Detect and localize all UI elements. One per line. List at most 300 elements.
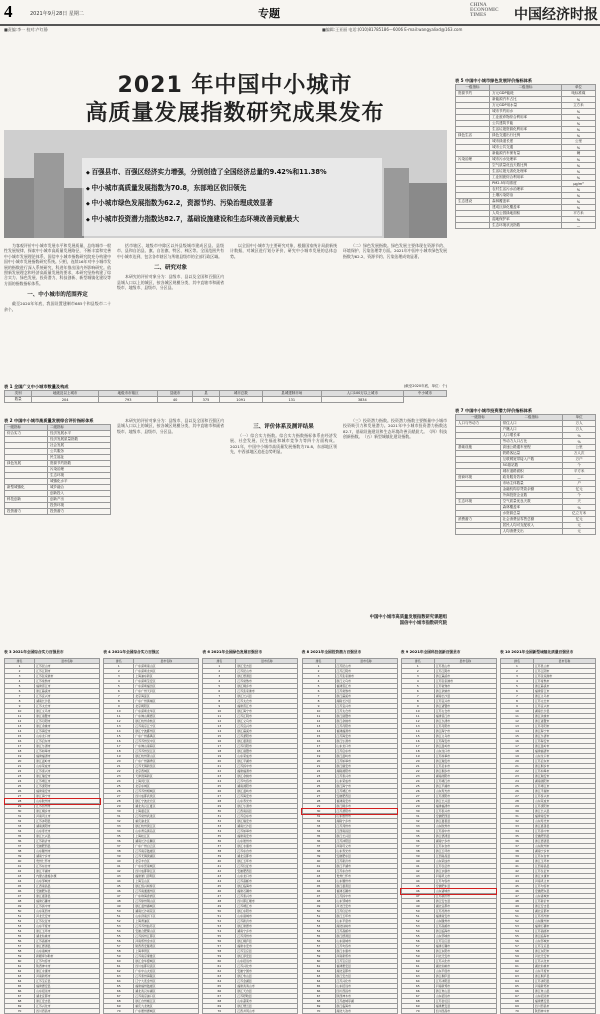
rank-cell: 江苏靖江市 (35, 779, 100, 784)
rank-cell: 12 (302, 719, 335, 724)
rank-cell: 浙江安吉县 (434, 899, 496, 904)
rank-cell: 64 (401, 979, 434, 984)
table-2-level2: 社会发展 (47, 443, 110, 449)
rank-cell: 48 (401, 899, 434, 904)
rank-cell: 浙江永康市 (533, 874, 595, 879)
rank-cell: 5 (401, 684, 434, 689)
table-5-caption: 表 5 中国中小城市绿色发展评价指标体系 (455, 78, 533, 83)
rank-cell: 福建南安市 (533, 814, 595, 819)
rank-cell: 浙江德清县 (533, 839, 595, 844)
rank-cell: 13 (203, 724, 236, 729)
rank-cell: 山东荣成市 (434, 859, 496, 864)
rank-cell: 30 (401, 809, 434, 814)
rank-cell: 13 (501, 724, 534, 729)
rank-cell: 天津滨海新区 (134, 774, 199, 779)
rank-cell: 山东胶州市 (236, 839, 298, 844)
table5-cell: % (561, 133, 595, 139)
rank-cell: 19 (501, 754, 534, 759)
rank-cell: 28 (203, 799, 236, 804)
rank-cell: 7 (501, 694, 534, 699)
rank-cell: 3 (302, 674, 335, 679)
rank-cell: 2 (401, 669, 434, 674)
rank-cell: 浙江东阳市 (434, 949, 496, 954)
rank-cell: 江苏邳州市 (236, 934, 298, 939)
table5-cell: % (561, 193, 595, 199)
rank-cell: 浙江永康市 (434, 869, 496, 874)
table7-header-cell: 单位 (563, 415, 596, 421)
rank-table (500, 650, 596, 1014)
rank-cell: 31 (104, 814, 134, 819)
rank-cell: 江苏兴化市 (35, 1004, 100, 1009)
rank-cell: 48 (203, 899, 236, 904)
rank-cell: 17 (104, 744, 134, 749)
rank-cell: 47 (104, 894, 134, 899)
rank-cell: 21 (501, 764, 534, 769)
rank-cell: 67 (302, 994, 335, 999)
rank-cell: 18 (5, 749, 35, 754)
rank-cell: 浙江义乌市 (35, 709, 100, 714)
rank-cell: 福建惠安县 (434, 1004, 496, 1009)
rank-cell: 29 (5, 804, 35, 809)
rank-cell: 湖北宜都市 (434, 904, 496, 909)
rank-cell: 江苏兴化市 (236, 964, 298, 969)
rank-cell: 41 (5, 864, 35, 869)
rank-cell: 浙江台州椒江区 (134, 999, 199, 1004)
table-2 (4, 418, 111, 515)
rank-cell: 36 (203, 839, 236, 844)
rank-cell: 45 (5, 884, 35, 889)
table-1-header-cell: 地级市市辖区 (99, 391, 158, 397)
rank-cell: 安徽肥西县 (533, 834, 595, 839)
table-2-level2: 城镇化水平 (47, 479, 110, 485)
rank-cell: 福建福清市 (335, 729, 397, 734)
rank-cell: 福建南安市 (335, 799, 397, 804)
table-2-level1: 新型城镇化 (5, 485, 48, 491)
body-column-1 (4, 243, 111, 361)
rank-cell: 山东诸城市 (434, 889, 496, 894)
rank-cell: 江苏邳州市 (533, 914, 595, 919)
rank-table-caption: 表 9 2021年全国科技创新百强县市 (400, 650, 461, 654)
rank-cell: 3 (401, 674, 434, 679)
rank-cell: 浙江宁波北仑区 (134, 799, 199, 804)
rank-cell: 浙江建德市 (236, 924, 298, 929)
rank-cell: 70 (203, 1009, 236, 1014)
rank-cell: 江苏海安市 (35, 729, 100, 734)
rank-cell: 江苏苏州吴江区 (134, 749, 199, 754)
rank-cell: 江苏沭阳县 (335, 839, 397, 844)
rank-cell: 江西南昌县 (434, 854, 496, 859)
rank-cell: 福建石狮市 (335, 889, 397, 894)
editor-contact: ■编辑:王亚丽 电话:(010)81785186—6006 E-mail:wangyalixd@163.com (322, 27, 463, 32)
table7-cell: 市场主体数量 (500, 481, 563, 487)
rank-cell: 四川成都双流区 (134, 964, 199, 969)
rank-cell: 江苏溧阳市 (434, 794, 496, 799)
rank-header-cell: 排名 (302, 659, 335, 664)
rank-cell: 58 (104, 949, 134, 954)
table-1-cell: 204 (32, 397, 99, 403)
rank-cell: 江苏南京江宁区 (134, 724, 199, 729)
rank-cell: 山东荣成市 (236, 754, 298, 759)
rank-cell: 江苏句容市 (335, 944, 397, 949)
rank-cell: 河北迁安市 (434, 954, 496, 959)
table5-cell: PM2.5年均浓度 (490, 181, 562, 187)
rank-cell: 34 (104, 829, 134, 834)
rank-cell: 46 (501, 889, 534, 894)
rank-cell: 69 (104, 1004, 134, 1009)
rank-cell: 浙江桐乡市 (335, 804, 397, 809)
column-2b-text: 本研究的评价对象分为：县级市、县以及全国和百强区内县城人口以上的城区，按各城区规模分类，其中直辖市和副省级市、地级市、县级市，分区县。 (117, 418, 224, 434)
rank-cell: 江苏如皋市 (434, 754, 496, 759)
rank-cell: 55 (401, 934, 434, 939)
rank-cell: 河南巩义市 (434, 874, 496, 879)
table5-cell: 资源节约 (456, 91, 490, 97)
rank-cell: 42 (302, 869, 335, 874)
rank-cell: 山东胶州市 (35, 799, 100, 804)
rank-cell: 56 (401, 939, 434, 944)
rank-cell: 浙江东阳市 (236, 909, 298, 914)
rank-cell: 浙江临海市 (335, 1004, 397, 1009)
rank-cell: 39 (5, 854, 35, 859)
rank-cell: 四川成都锦江区 (134, 869, 199, 874)
rank-cell: 浙江诸暨市 (236, 749, 298, 754)
rank-cell: 12 (5, 719, 35, 724)
rank-cell: 7 (5, 694, 35, 699)
rank-cell: 湖南长沙岳麓区 (134, 839, 199, 844)
rank-cell: 69 (5, 1004, 35, 1009)
rank-cell: 66 (302, 989, 335, 994)
rank-cell: 22 (501, 769, 534, 774)
rank-cell: 49 (501, 904, 534, 909)
table5-cell: % (561, 169, 595, 175)
rank-cell: 8 (104, 699, 134, 704)
table7-cell: — (563, 475, 596, 481)
rank-cell: 23 (302, 774, 335, 779)
rank-cell: 47 (302, 894, 335, 899)
headline-line-1: 2021 年中国中小城市 (117, 73, 353, 98)
table7-cell: % (563, 505, 596, 511)
rank-cell: 10 (302, 709, 335, 714)
rank-cell: 北京朝阳区 (134, 704, 199, 709)
rank-cell: 64 (5, 979, 35, 984)
table7-cell: 万人次 (563, 451, 596, 457)
rank-cell: 57 (401, 944, 434, 949)
rank-cell: 山东龙口市 (434, 749, 496, 754)
table7-cell: 消费潜力 (456, 517, 501, 523)
rank-header-cell: 县市名称 (533, 659, 595, 664)
rank-cell: 广东珠海香洲区 (134, 894, 199, 899)
rank-cell: 36 (302, 839, 335, 844)
rank-cell: 51 (401, 914, 434, 919)
rank-cell: 山东荣成市 (35, 764, 100, 769)
rank-cell: 山东寿光市 (335, 849, 397, 854)
rank-cell: 江苏南京浦口区 (134, 994, 199, 999)
rank-cell: 29 (501, 804, 534, 809)
editor-credits: ■责编:李一 校对:卢红静 (4, 27, 48, 32)
rank-cell: 福建南安市 (434, 914, 496, 919)
rank-cell: 18 (104, 749, 134, 754)
rank-cell: 67 (104, 994, 134, 999)
rank-cell: 江苏靖江市 (236, 904, 298, 909)
rank-cell: 32 (5, 819, 35, 824)
rank-cell: 53 (104, 924, 134, 929)
rank-cell: 江苏兴化市 (335, 979, 397, 984)
section-1-text: 截至2020年年底，我国设置建制市685个和县级市二十余个。 (4, 301, 111, 312)
rank-cell: 67 (203, 994, 236, 999)
rank-cell: 江苏徐州铜山区 (134, 899, 199, 904)
rank-cell: 江苏溧阳市 (236, 734, 298, 739)
rank-cell: 浙江瑞安市 (236, 819, 298, 824)
rank-cell: 山东招远市 (533, 994, 595, 999)
rank-cell: 38 (302, 849, 335, 854)
rank-cell: 33 (302, 824, 335, 829)
table7-cell: 5G基站数 (500, 463, 563, 469)
rank-cell: 28 (5, 799, 35, 804)
rank-cell: 四川都江堰市 (236, 899, 298, 904)
rank-cell: 湖北仙桃市 (335, 924, 397, 929)
rank-cell: 60 (104, 959, 134, 964)
rank-cell: 四川西昌市 (35, 1009, 100, 1014)
rank-cell: 上海闵行区 (134, 779, 199, 784)
table5-cell: 新能源汽车占比 (490, 97, 562, 103)
rank-cell: 山东诸城市 (533, 894, 595, 899)
rank-cell: 26 (302, 789, 335, 794)
rank-cell: 26 (203, 789, 236, 794)
rank-cell: 山东寿光市 (533, 819, 595, 824)
rank-cell: 安徽肥西县 (335, 794, 397, 799)
rank-header-cell: 排名 (501, 659, 534, 664)
rank-cell: 浙江桐乡市 (236, 684, 298, 689)
table7-cell: 亿元 (563, 487, 596, 493)
rank-cell: 江苏启东市 (434, 764, 496, 769)
rank-cell: 浙江德清县 (434, 834, 496, 839)
table-2-level2: 污染治理 (47, 467, 110, 473)
table5-cell: 吨标准煤 (561, 91, 595, 97)
rank-cell: 福建晋江市 (434, 714, 496, 719)
rank-cell: 44 (203, 879, 236, 884)
rank-cell: 33 (401, 824, 434, 829)
table5-cell: % (561, 121, 595, 127)
rank-cell: 山东平度市 (335, 919, 397, 924)
table5-cell: 万元GDP能耗 (490, 91, 562, 97)
rank-cell: 51 (104, 914, 134, 919)
rank-cell: 福建晋江市 (335, 684, 397, 689)
rank-cell: 浙江玉环市 (434, 849, 496, 854)
rank-cell: 福建厦门思明区 (134, 874, 199, 879)
rank-cell: 河南新郑市 (335, 954, 397, 959)
rank-cell: 江苏宜兴市 (35, 694, 100, 699)
table7-cell: 万人 (563, 427, 596, 433)
rank-cell: 浙江余姚市 (236, 774, 298, 779)
rank-cell: 19 (203, 754, 236, 759)
body-column-3 (230, 243, 337, 361)
intro-paragraph: 为客观评价中小城市发展水平和发展质量，总结城市一般性发展规律，探索中小城市高质量发展路径，不断丰富和完善中小城市发展理论体系，国信中小城市指数研究院充分构建中国中小城市发展指数研究系统。只相，连续16年对中小城市发展的指数进行深入系统研究，科进年推出国内外影响研究。依照新发展理念和经济高质量发展的要求，本研究坚持构建了综合实力、绿色发展、投资潜力、科技创新、新型城镇化建设等方面的指数指标体系。 (4, 243, 111, 286)
rank-cell: 43 (203, 874, 236, 879)
table-1-cell: 3834 (321, 397, 403, 403)
rank-cell: 江苏邳州市 (35, 804, 100, 809)
rank-cell: 河北迁安市 (35, 914, 100, 919)
table-2-row (5, 509, 111, 515)
rank-cell: 内蒙古准格尔旗 (35, 874, 100, 879)
table-5 (455, 78, 596, 229)
section-2-text: 本研究的评价对象分为：县级市、县以及全国和百强区内县城人口以上的城区，按各城区规模分类，其中直辖市和副省级市、地级市、县级市，分区县。 (117, 274, 224, 291)
rank-cell: 40 (302, 859, 335, 864)
rank-cell: 42 (501, 869, 534, 874)
rank-cell: 2 (203, 669, 236, 674)
column-4b-text: （三）投资潜力指数。投资潜力指数主要衡量中小城市投资吸引力和发展潜力。2021年中小城市投资潜力指数达82.7，基础设施建设和生态环境改善贡献最大。（四）科技创新指数。（五）新型城镇化建设指数。 (343, 418, 447, 440)
rank-cell: 江苏泰兴市 (335, 774, 397, 779)
rank-cell: 山东寿光市 (35, 829, 100, 834)
rank-cell: 广东佛山南海区 (134, 744, 199, 749)
rank-cell: 浙江永康市 (236, 844, 298, 849)
table7-cell: 户 (563, 481, 596, 487)
table-2-level2: 经济发展水平 (47, 431, 110, 437)
rank-cell: 3 (501, 674, 534, 679)
rank-cell: 53 (501, 924, 534, 929)
rank-cell: 24 (501, 779, 534, 784)
rank-cell: 浙江海宁市 (35, 794, 100, 799)
rank-cell: 江苏盐城亭湖 (335, 999, 397, 1004)
rank-cell: 江苏泰兴市 (434, 809, 496, 814)
rank-cell: 山东青岛黄岛区 (134, 829, 199, 834)
finding-1: ◆ 百强县市、百强区经济实力增强，分别创造了全国经济总量的9.42%和11.38% (86, 166, 446, 176)
rank-cell: 江苏昆山市 (236, 669, 298, 674)
rank-cell: 江苏太仓市 (335, 709, 397, 714)
rank-cell: 浙江乐清市 (533, 734, 595, 739)
rank-cell: 湖北大冶市 (335, 1009, 397, 1014)
rank-cell: 江苏丹阳市 (335, 724, 397, 729)
signoff-research-group: 中国中小城市高质量发展指数研究课题组 (369, 615, 447, 620)
rank-cell: 江苏沭阳县 (533, 979, 595, 984)
rank-cell: 39 (104, 854, 134, 859)
table7-cell: 金融机构存贷款余额 (500, 487, 563, 493)
rank-cell: 58 (401, 949, 434, 954)
rank-cell: 山东滕州市 (533, 919, 595, 924)
table5-cell: 建成区绿化覆盖率 (490, 205, 562, 211)
rank-cell: 福建惠安县 (335, 964, 397, 969)
table7-cell: 森林覆盖率 (500, 505, 563, 511)
rank-cell: 69 (203, 1004, 236, 1009)
rank-cell: 湖南宁乡市 (434, 839, 496, 844)
rank-cell: 江苏新沂市 (533, 899, 595, 904)
rank-cell: 62 (104, 969, 134, 974)
rank-cell: 30 (302, 809, 335, 814)
rank-cell: 25 (203, 784, 236, 789)
rank-cell: 4 (5, 679, 35, 684)
table-1-header-cell: 类别 (5, 391, 32, 397)
rank-cell: 江苏高邮市 (533, 929, 595, 934)
rank-cell: 27 (302, 794, 335, 799)
table-row (501, 1009, 596, 1014)
rank-cell: 广东广州番禺区 (134, 734, 199, 739)
rank-cell: 浙江天台县 (236, 989, 298, 994)
rank-table-caption: 表 4 2021年全国综合实力百强区 (103, 650, 160, 654)
rank-table (103, 650, 199, 1014)
table7-cell: % (563, 439, 596, 445)
rank-cell: 55 (5, 934, 35, 939)
rank-cell: 19 (104, 754, 134, 759)
rank-cell: 浙江桐庐县 (236, 939, 298, 944)
rank-cell: 37 (104, 844, 134, 849)
rank-cell: 山东诸城市 (335, 939, 397, 944)
rank-cell: 湖南长沙县 (236, 824, 298, 829)
rank-cell: 福建石狮市 (35, 899, 100, 904)
rank-cell: 山东寿光市 (236, 799, 298, 804)
rank-cell: 54 (104, 929, 134, 934)
rank-cell: 1 (501, 664, 534, 669)
rank-cell: 浙江海宁市 (236, 709, 298, 714)
table7-cell: % (563, 433, 596, 439)
rank-cell: 河南新郑市 (35, 974, 100, 979)
rank-cell: 21 (203, 764, 236, 769)
rank-cell: 江苏宝应县 (335, 959, 397, 964)
rank-cell: 湖南浏阳市 (434, 774, 496, 779)
rank-cell: 65 (401, 984, 434, 989)
rank-cell: 62 (401, 969, 434, 974)
rank-cell: 浙江平湖市 (35, 869, 100, 874)
rank-cell: 49 (302, 904, 335, 909)
table7-cell: 个 (563, 493, 596, 499)
rank-cell: 重庆九龙坡区 (134, 1004, 199, 1009)
rank-cell: 39 (501, 854, 534, 859)
rank-cell: 70 (501, 1009, 534, 1014)
rank-cell: 江苏张家港市 (35, 674, 100, 679)
header-rule (0, 24, 600, 26)
rank-cell: 5 (501, 684, 534, 689)
rank-cell: 4 (203, 679, 236, 684)
rank-cell: 20 (5, 759, 35, 764)
table7-cell: 铁路客运量 (500, 451, 563, 457)
rank-cell: 山东龙口市 (236, 874, 298, 879)
table5-header-cell: 一级指标 (456, 85, 490, 91)
section-2-heading: 二、研究对象 (153, 265, 187, 272)
rank-cell: 15 (401, 734, 434, 739)
rank-cell: 江苏靖江市 (533, 784, 595, 789)
rank-cell: 江苏扬中市 (434, 829, 496, 834)
rank-cell: 江苏泰州海陵区 (134, 974, 199, 979)
table5-cell: % (561, 205, 595, 211)
rank-cell: 湖北仙桃市 (533, 964, 595, 969)
table5-cell: 森林覆盖率 (490, 199, 562, 205)
table7-cell: 外商投资企业数 (500, 493, 563, 499)
rank-cell: 43 (104, 874, 134, 879)
rank-cell: 江西南昌县 (35, 884, 100, 889)
rank-cell: 江苏沭阳县 (434, 979, 496, 984)
rank-cell: 62 (501, 969, 534, 974)
section-3-heading: 三、评价体系及测评结果 (253, 424, 314, 430)
rank-cell: 34 (501, 829, 534, 834)
rank-cell: 21 (401, 764, 434, 769)
rank-cell: 14 (5, 729, 35, 734)
rank-cell: 江苏无锡滨湖区 (134, 854, 199, 859)
rank-cell: 江苏苏州姑苏区 (134, 924, 199, 929)
ranking-tables (4, 650, 596, 1014)
rank-cell: 福建晋江市 (35, 684, 100, 689)
table5-cell: 辆 (561, 151, 595, 157)
rank-cell: 27 (5, 794, 35, 799)
rank-cell: 32 (302, 819, 335, 824)
rank-cell: 湖南宁乡市 (35, 854, 100, 859)
table-2-caption: 表 2 中国中小城市高质量发展综合评价指标体系 (4, 418, 94, 423)
rank-cell: 40 (203, 859, 236, 864)
rank-cell: 6 (302, 689, 335, 694)
table5-cell: 工业废弃物综合利用率 (490, 115, 562, 121)
rank-cell: 新疆库尔勒市 (35, 954, 100, 959)
table-1-cell: 数量 (5, 397, 32, 403)
table5-cell: 空气质量优良天数比例 (490, 163, 562, 169)
rank-cell: 上海嘉定区 (134, 809, 199, 814)
rank-cell: 64 (203, 979, 236, 984)
table7-cell: 劳动力人口占比 (500, 439, 563, 445)
